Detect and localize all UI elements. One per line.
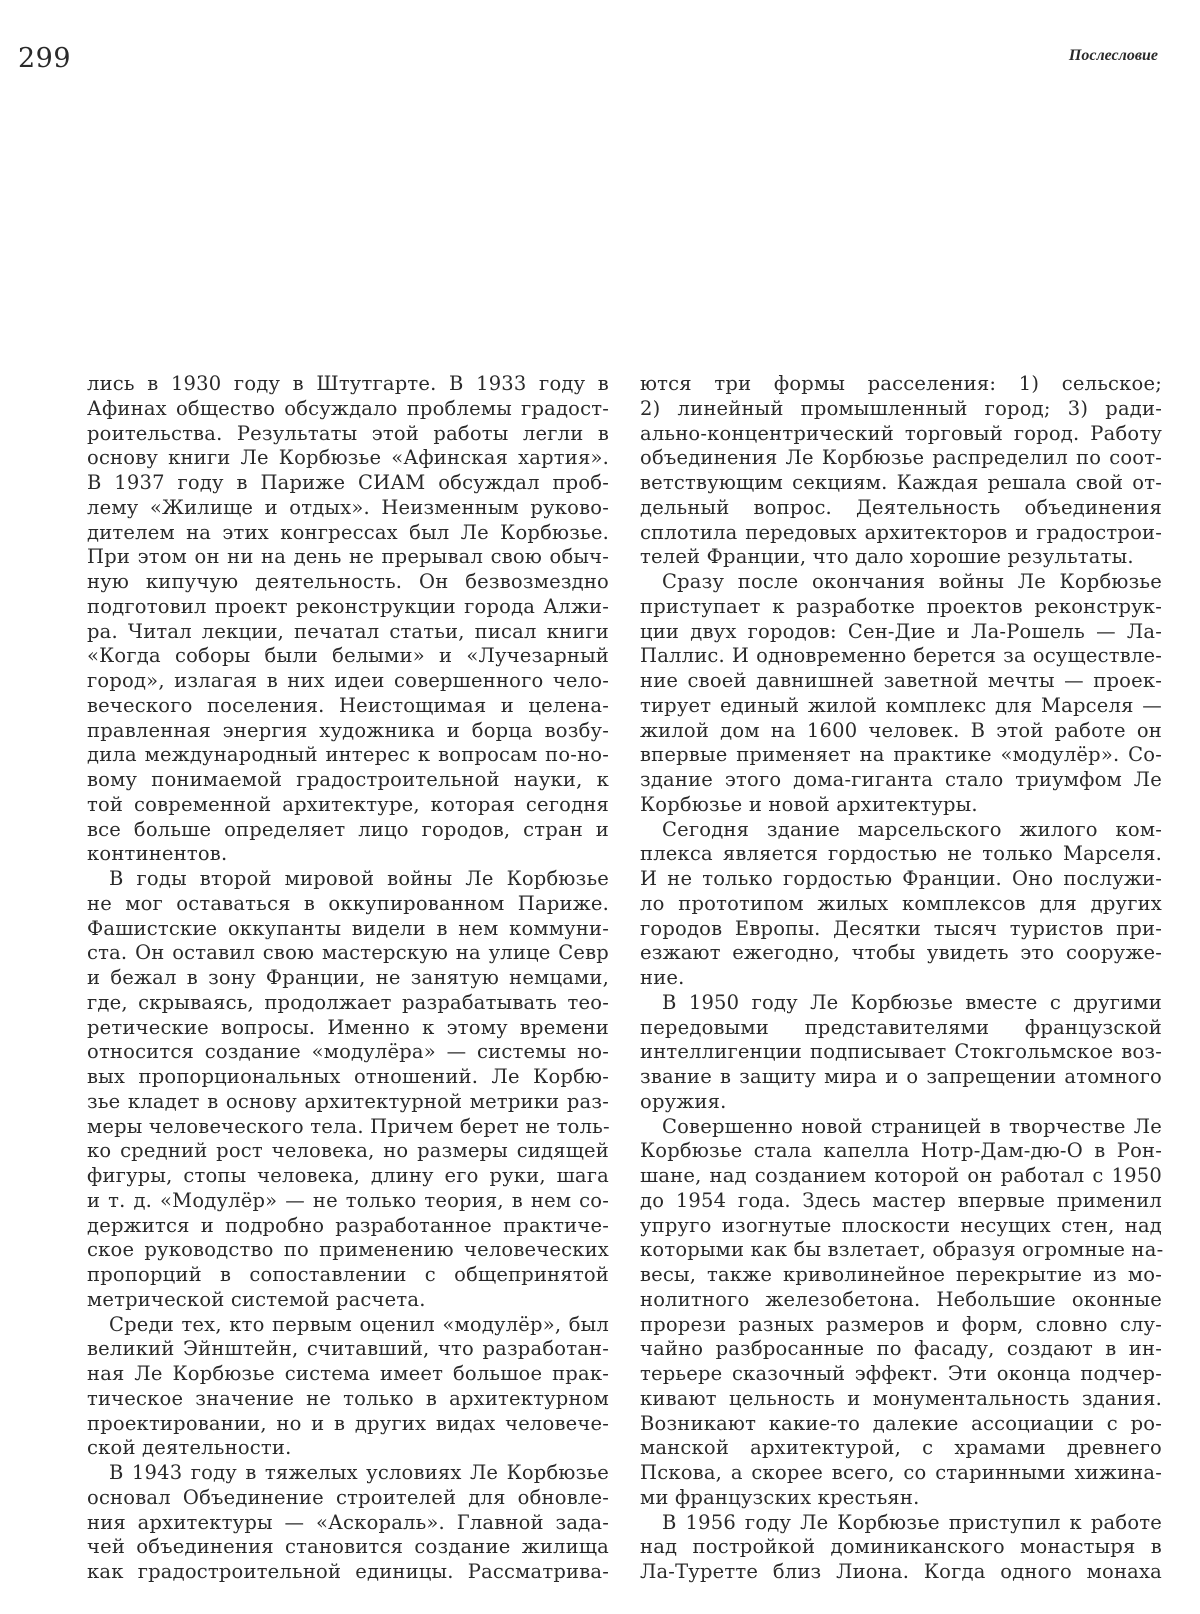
text-line: кивают цельность и монументальность здания. (640, 1386, 1162, 1410)
text-line: все больше определяет лицо городов, стран и (87, 817, 609, 841)
text-line: меры человеческого тела. Причем берет не толь- (87, 1114, 610, 1138)
running-header: Послесловие (1068, 47, 1158, 64)
text-line: ко средний рост человека, но размеры сидящей (87, 1139, 609, 1163)
text-line: Паллис. И одновременно берется за осуществле- (640, 644, 1162, 668)
text-line: терьере сказочный эффект. Эти оконца подчер- (640, 1362, 1162, 1385)
right-text-column (640, 372, 1162, 1585)
text-line: и т. д. «Модулёр» — не только теория, в нем со- (87, 1188, 609, 1212)
text-line: приступает к разработке проектов реконструк- (640, 594, 1162, 618)
text-line: веческого поселения. Неистощимая и целена- (87, 693, 609, 717)
text-line: как градостроительной единицы. Рассматрива- (87, 1560, 609, 1583)
text-line: весы, также криволинейное перекрытие из мо- (640, 1263, 1162, 1286)
text-line: ние своей давнишней заветной мечты — проек- (640, 669, 1162, 692)
text-line: В 1937 году в Париже СИАМ обсуждал проб- (87, 471, 609, 494)
text-line: зье кладет в основу архитектурной метрики раз- (87, 1089, 609, 1113)
text-line: тическое значение не только в архитектурном (87, 1386, 609, 1410)
text-line: Корбюзье и новой архитектуры. (640, 792, 978, 816)
text-line: ское руководство по применению человеческих (87, 1238, 609, 1262)
text-line: ми французских крестьян. (640, 1485, 920, 1509)
text-line: чей объединения становится создание жилища (87, 1535, 609, 1559)
left-text-column (87, 372, 609, 1585)
text-line: чайно разбросанные по фасаду, создают в ин- (640, 1337, 1162, 1361)
text-line: Совершенно новой страницей в творчестве Ле (662, 1114, 1162, 1138)
text-line: ются три формы расселения: 1) сельское; (640, 372, 1162, 395)
text-line: ную кипучую деятельность. Он безвозмездно (87, 570, 609, 593)
text-line: шане, над созданием которой он работал с 1950 (640, 1164, 1162, 1187)
text-line: Корбюзье стала капелла Нотр-Дам-дю-О в Рон- (640, 1139, 1162, 1163)
text-line: фигуры, стопы человека, длину его руки, шага (87, 1164, 609, 1187)
text-line: ра. Читал лекции, печатал статьи, писал книги (87, 619, 609, 643)
text-line: ретические вопросы. Именно к этому времени (87, 1015, 609, 1039)
text-line: В 1943 году в тяжелых условиях Ле Корбюзье (109, 1461, 609, 1484)
text-line: подготовил проект реконструкции города Алжи- (87, 594, 609, 618)
text-line: тирует единый жилой комплекс для Марселя — (640, 693, 1162, 717)
text-line: При этом он ни на день не прерывал свою обыч- (87, 545, 609, 569)
text-line: Сегодня здание марсельского жилого ком- (662, 817, 1162, 841)
text-line: правленная энергия художника и борца возбу- (87, 718, 609, 742)
text-line: над постройкой доминиканского монастыря в (640, 1535, 1162, 1559)
text-line: И не только гордостью Франции. Оно послужи- (640, 867, 1162, 890)
text-line: жилой дом на 1600 человек. В этой работе он (640, 718, 1162, 742)
text-line: Фашистские оккупанты видели в нем коммуни- (87, 916, 609, 940)
text-line: В годы второй мировой войны Ле Корбюзье (109, 867, 609, 890)
text-line: лись в 1930 году в Штутгарте. В 1933 году в (87, 372, 609, 395)
text-line: континентов. (87, 842, 228, 866)
text-line: до 1954 года. Здесь мастер впервые применил (640, 1188, 1162, 1212)
text-line: относится создание «модулёра» — системы но- (87, 1040, 609, 1064)
text-line: Возникают какие-то далекие ассоциации с ро- (640, 1411, 1162, 1435)
text-line: звание в защиту мира и о запрещении атомного (640, 1065, 1162, 1088)
text-line: езжают ежегодно, чтобы увидеть это сооруже- (640, 941, 1162, 965)
text-line: манской архитектурой, с храмами древнего (640, 1436, 1162, 1460)
text-line: телей Франции, что дало хорошие результаты. (640, 545, 1134, 569)
text-line: ние. (640, 966, 685, 989)
text-line: оружия. (640, 1089, 727, 1113)
text-line: дельный вопрос. Деятельность объединения (640, 495, 1162, 519)
text-line: ции двух городов: Сен-Дие и Ла-Рошель — Ла- (640, 619, 1162, 643)
text-line: дителем на этих конгрессах был Ле Корбюзье. (87, 520, 609, 544)
text-line: ально-концентрический торговый город. Работу (640, 421, 1162, 445)
text-line: той современной архитектуре, которая сегодня (87, 792, 609, 816)
text-line: ветствующим секциям. Каждая решала свой от- (640, 471, 1162, 494)
text-line: пропорций в сопоставлении с общепринятой (87, 1263, 609, 1286)
text-line: сплотила передовых архитекторов и градострои- (640, 520, 1162, 544)
text-line: передовыми представителями французской (640, 1015, 1162, 1039)
text-line: где, скрываясь, продолжает разрабатывать тео- (87, 990, 609, 1014)
text-line: Среди тех, кто первым оценил «модулёр», был (109, 1312, 609, 1336)
text-line: и бежал в зону Франции, не занятую немцами, (87, 966, 609, 989)
text-line: вому понимаемой градостроительной науки, к (87, 768, 609, 791)
text-line: Афинах общество обсуждало проблемы градост- (87, 396, 609, 420)
text-line: роительства. Результаты этой работы легли в (87, 421, 609, 445)
text-line: нолитного железобетона. Небольшие оконные (640, 1287, 1162, 1311)
text-line: ная Ле Корбюзье система имеет большое прак- (87, 1362, 609, 1385)
text-line: ской деятельности. (87, 1436, 292, 1460)
text-line: ло прототипом жилых комплексов для других (640, 891, 1162, 915)
text-line: впервые применяет на практике «модулёр». Со- (640, 743, 1162, 767)
text-line: В 1956 году Ле Корбюзье приступил к работе (662, 1510, 1162, 1534)
page-number: 299 (18, 43, 72, 74)
text-line: которыми как бы взлетает, образуя огромные на- (640, 1238, 1164, 1262)
text-line: интеллигенции подписывает Стокгольмское воз- (640, 1040, 1162, 1064)
text-line: упруго изогнутые плоскости несущих стен, над (640, 1213, 1162, 1237)
text-line: Ла-Туретте близ Лиона. Когда одного монаха (640, 1560, 1162, 1583)
text-line: 2) линейный промышленный город; 3) ради- (640, 396, 1162, 420)
text-line: «Когда соборы были белыми» и «Лучезарный (87, 644, 609, 668)
text-line: метрической системой расчета. (87, 1287, 426, 1311)
text-line: городов Европы. Десятки тысяч туристов при- (640, 916, 1162, 940)
text-line: вых пропорциональных отношений. Ле Корбю- (87, 1065, 609, 1088)
text-line: Сразу после окончания войны Ле Корбюзье (662, 570, 1162, 593)
text-line: город», излагая в них идеи совершенного чело- (87, 669, 609, 692)
text-line: держится и подробно разработанное практиче- (87, 1213, 609, 1237)
text-line: ста. Он оставил свою мастерскую на улице Севр (87, 941, 609, 965)
text-line: дила международный интерес к вопросам по-но- (87, 743, 609, 767)
text-line: не мог оставаться в оккупированном Париже. (87, 891, 609, 915)
text-line: ния архитектуры — «Аскораль». Главной зада- (87, 1510, 609, 1534)
text-line: великий Эйнштейн, считавший, что разработан- (87, 1337, 609, 1361)
text-line: лему «Жилище и отдых». Неизменным руково- (87, 495, 609, 519)
text-line: В 1950 году Ле Корбюзье вместе с другими (662, 990, 1162, 1014)
text-line: плекса является гордостью не только Марселя. (640, 842, 1162, 866)
text-line: основал Объединение строителей для обновле- (87, 1485, 609, 1509)
text-line: здание этого дома-гиганта стало триумфом Ле (640, 768, 1162, 791)
text-line: прорези разных размеров и форм, словно слу- (640, 1312, 1162, 1336)
text-line: основу книги Ле Корбюзье «Афинская хартия». (87, 446, 609, 470)
text-line: проектировании, но и в других видах человече- (87, 1411, 609, 1435)
text-line: объединения Ле Корбюзье распределил по соот- (640, 446, 1162, 470)
text-line: Пскова, а скорее всего, со старинными хижина- (640, 1461, 1162, 1484)
